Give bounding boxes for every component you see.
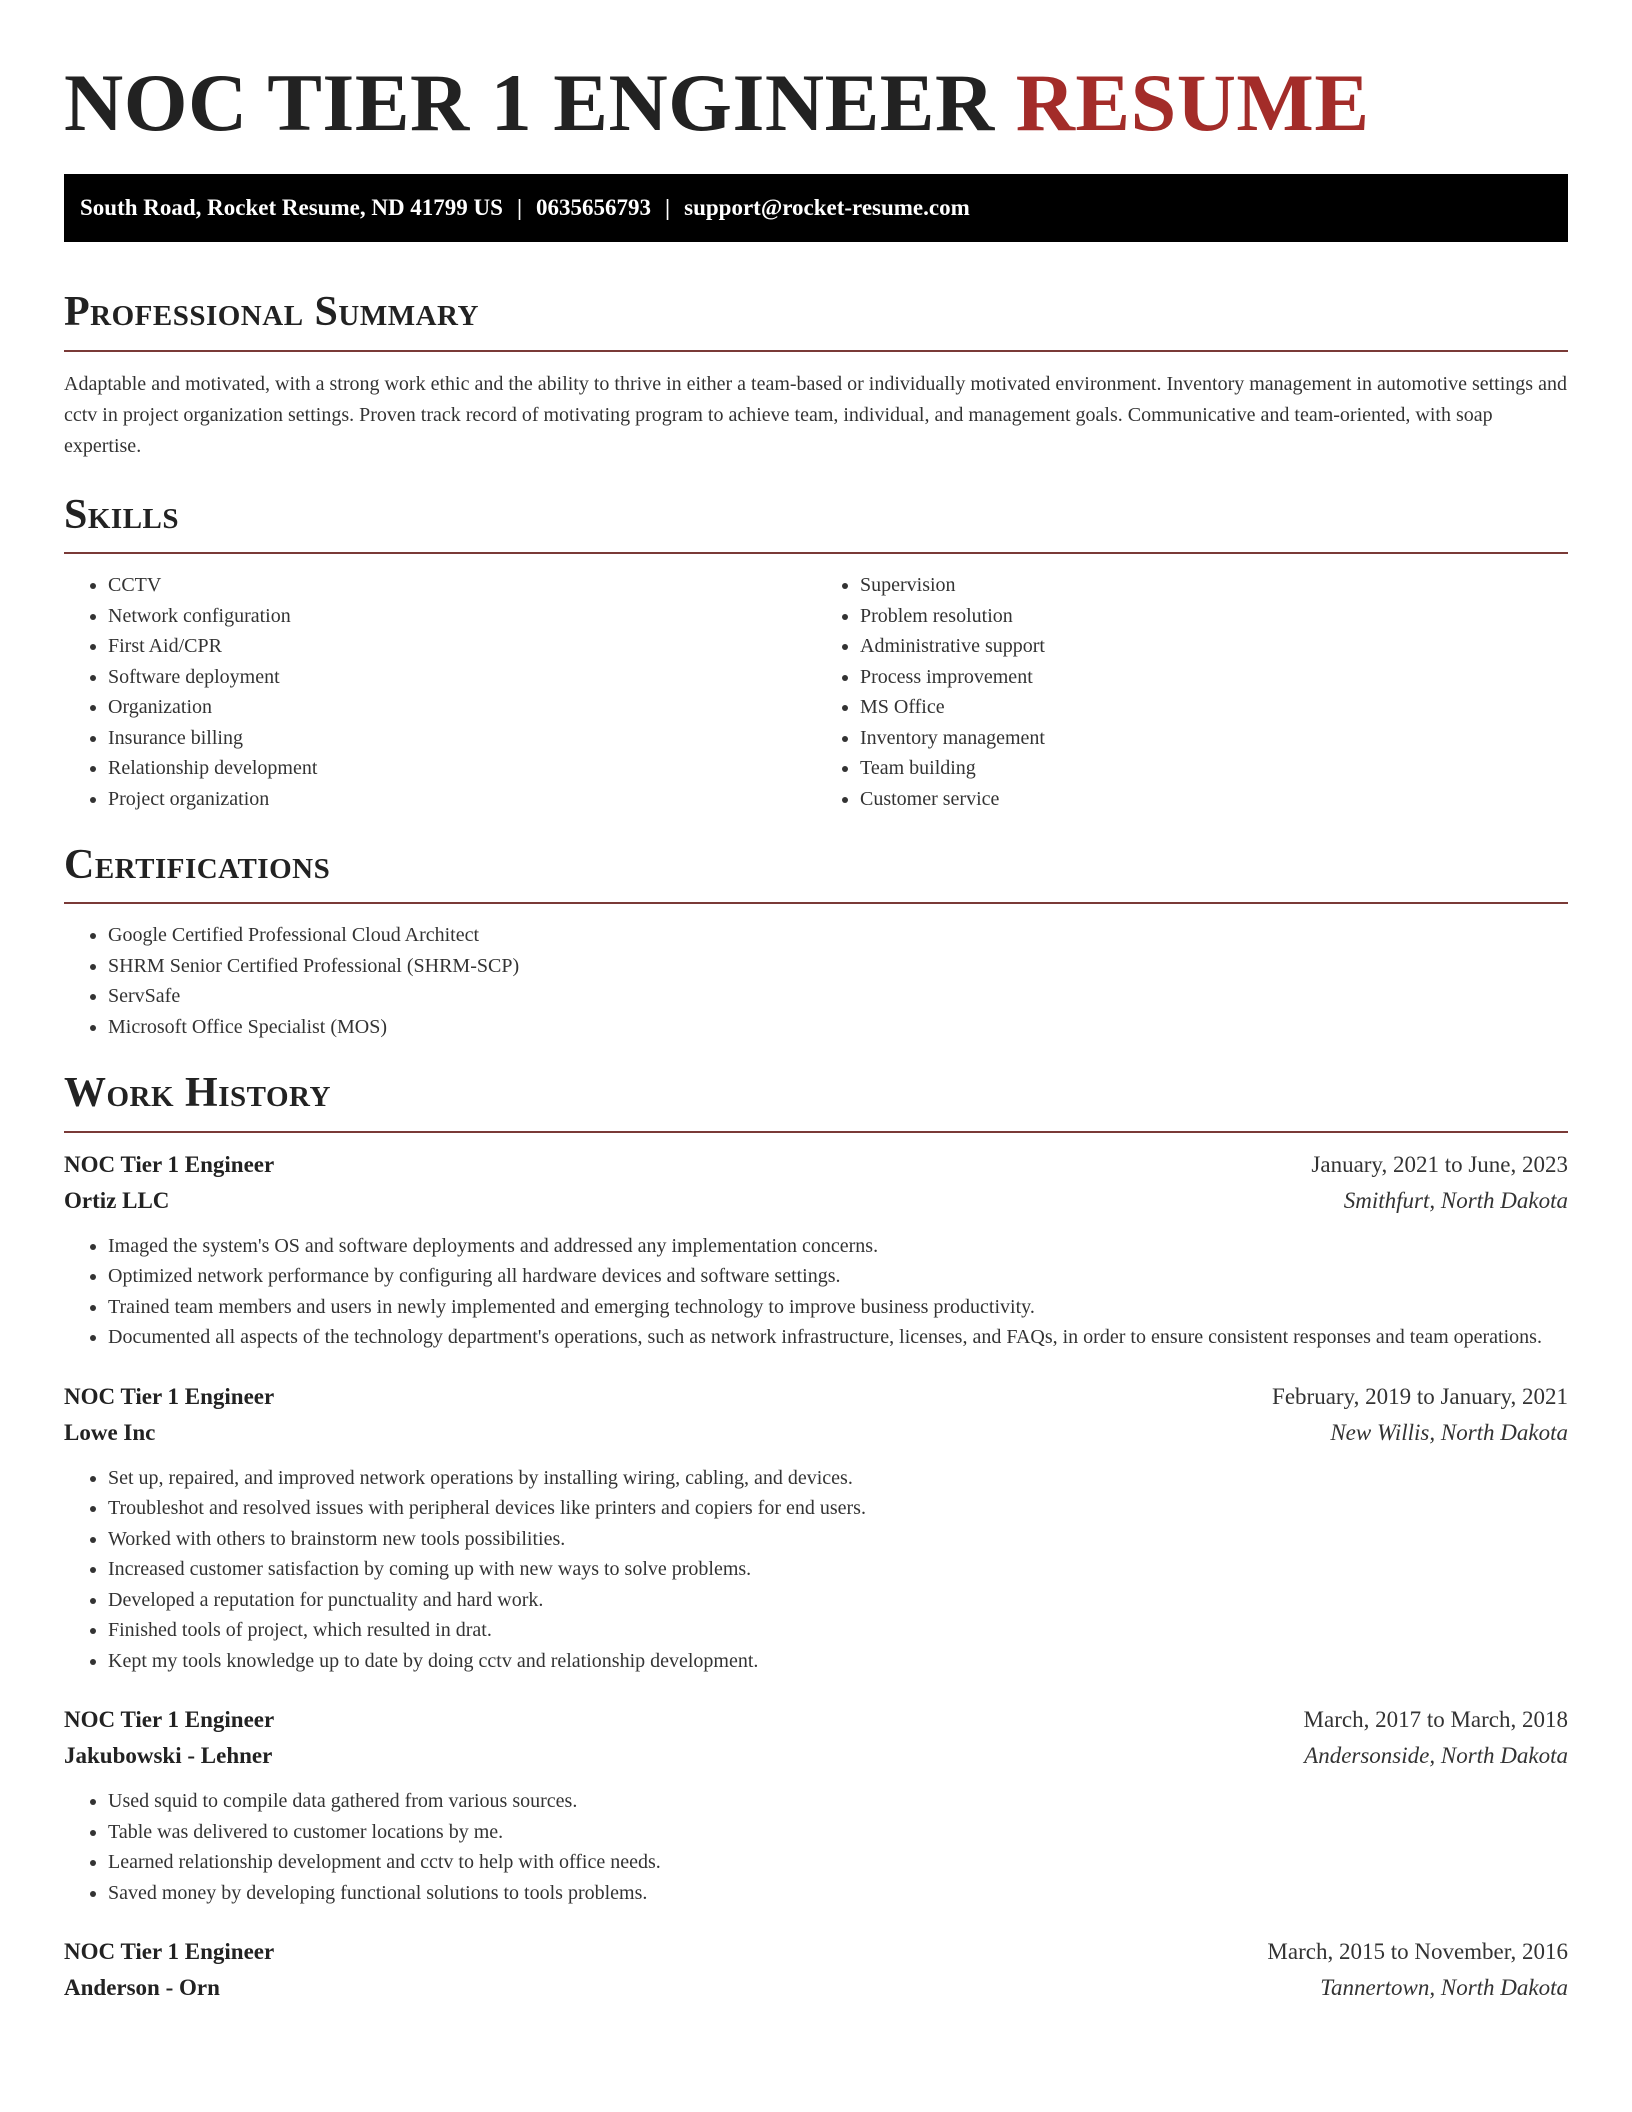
job-entry bbox=[64, 1379, 1568, 1677]
job-location: Tannertown, North Dakota bbox=[1320, 1975, 1568, 2001]
job-dates: March, 2015 to November, 2016 bbox=[1267, 1939, 1568, 1965]
skill-item: • CCTV bbox=[108, 570, 816, 601]
skills-list-left bbox=[64, 570, 816, 814]
contact-address: South Road, Rocket Resume, ND 41799 US bbox=[80, 195, 503, 221]
skill-item: • Process improvement bbox=[860, 662, 1568, 693]
resume-title bbox=[64, 56, 1568, 150]
summary-heading: Professional Summary bbox=[64, 289, 479, 336]
job-company: Ortiz LLC bbox=[64, 1187, 170, 1213]
job-location: Smithfurt, North Dakota bbox=[1343, 1187, 1568, 1213]
work-history-heading: Work History bbox=[64, 1070, 331, 1117]
job-title: NOC Tier 1 Engineer bbox=[64, 1151, 275, 1177]
section-divider bbox=[64, 552, 1568, 554]
job-header-row bbox=[64, 1934, 1568, 1970]
contact-phone: 0635656793 bbox=[536, 195, 652, 221]
job-location: Andersonside, North Dakota bbox=[1304, 1743, 1568, 1769]
job-bullet: • Increased customer satisfaction by coming up with new ways to solve problems. bbox=[108, 1554, 1568, 1585]
job-bullet: • Trained team members and users in newly implemented and emerging technology to improve business productivity. bbox=[108, 1292, 1568, 1323]
job-dates: March, 2017 to March, 2018 bbox=[1303, 1707, 1568, 1733]
job-bullet: • Set up, repaired, and improved network operations by installing wiring, cabling, and devices. bbox=[108, 1463, 1568, 1494]
job-company-row bbox=[64, 1183, 1568, 1219]
skill-item: • Organization bbox=[108, 692, 816, 723]
skill-item: • Problem resolution bbox=[860, 601, 1568, 632]
job-title: NOC Tier 1 Engineer bbox=[64, 1939, 275, 1965]
job-entry bbox=[64, 1934, 1568, 2006]
job-bullet: • Finished tools of project, which resulted in drat. bbox=[108, 1615, 1568, 1646]
certifications-section bbox=[64, 840, 1568, 1042]
job-header-row bbox=[64, 1702, 1568, 1738]
resume-title-main: NOC TIER 1 ENGINEER bbox=[64, 57, 995, 148]
contact-separator: | bbox=[665, 195, 671, 221]
certification-item: • SHRM Senior Certified Professional (SHRM-SCP) bbox=[108, 951, 1568, 982]
job-company-row bbox=[64, 1738, 1568, 1774]
skills-columns bbox=[64, 570, 1568, 814]
skills-section bbox=[64, 490, 1568, 814]
skill-item: • Supervision bbox=[860, 570, 1568, 601]
skill-item: • Software deployment bbox=[108, 662, 816, 693]
skill-item: • First Aid/CPR bbox=[108, 631, 816, 662]
skill-item: • Network configuration bbox=[108, 601, 816, 632]
job-bullet: • Used squid to compile data gathered from various sources. bbox=[108, 1786, 1568, 1817]
job-bullet: • Documented all aspects of the technology department's operations, such as network infrastructure, licenses, and FAQs, in order to ensure consistent responses and team operations. bbox=[108, 1322, 1568, 1353]
job-bullet-list bbox=[64, 1231, 1568, 1353]
job-entry bbox=[64, 1702, 1568, 1908]
job-company-row bbox=[64, 1415, 1568, 1451]
skill-item: • Project organization bbox=[108, 784, 816, 815]
certification-item: • Google Certified Professional Cloud Architect bbox=[108, 920, 1568, 951]
skill-item: • Insurance billing bbox=[108, 723, 816, 754]
resume-title-accent: RESUME bbox=[1015, 57, 1370, 148]
skills-list-right bbox=[816, 570, 1568, 814]
certification-item: • ServSafe bbox=[108, 981, 1568, 1012]
job-bullet-list bbox=[64, 1463, 1568, 1677]
job-header-row bbox=[64, 1379, 1568, 1415]
section-divider bbox=[64, 350, 1568, 352]
job-bullet: • Optimized network performance by configuring all hardware devices and software settings. bbox=[108, 1261, 1568, 1292]
job-title: NOC Tier 1 Engineer bbox=[64, 1383, 275, 1409]
skill-item: • Inventory management bbox=[860, 723, 1568, 754]
job-dates: February, 2019 to January, 2021 bbox=[1272, 1383, 1568, 1409]
job-location: New Willis, North Dakota bbox=[1330, 1419, 1568, 1445]
job-header-row bbox=[64, 1147, 1568, 1183]
contact-email: support@rocket-resume.com bbox=[684, 195, 970, 221]
skill-item: • Administrative support bbox=[860, 631, 1568, 662]
skill-item: • MS Office bbox=[860, 692, 1568, 723]
job-company: Anderson - Orn bbox=[64, 1975, 220, 2001]
job-company: Lowe Inc bbox=[64, 1419, 156, 1445]
summary-text: Adaptable and motivated, with a strong work ethic and the ability to thrive in either a team-based or individually motivated environment. Inventory management in automotive settings and cctv in project organization settings. Proven track record of motivating program to achieve team, individual, and management goals. Communicative and team-oriented, with soap expertise. bbox=[64, 372, 1567, 457]
resume-page bbox=[64, 0, 1568, 2006]
job-bullet: • Imaged the system's OS and software deployments and addressed any implementation concerns. bbox=[108, 1231, 1568, 1262]
contact-separator: | bbox=[516, 195, 523, 221]
job-company-row bbox=[64, 1970, 1568, 2006]
certifications-heading: Certifications bbox=[64, 842, 331, 889]
skill-item: • Customer service bbox=[860, 784, 1568, 815]
job-bullet-list bbox=[64, 1786, 1568, 1908]
job-title: NOC Tier 1 Engineer bbox=[64, 1707, 275, 1733]
job-bullet: • Developed a reputation for punctuality and hard work. bbox=[108, 1585, 1568, 1616]
skills-heading: Skills bbox=[64, 491, 180, 538]
contact-bar bbox=[64, 174, 1568, 242]
skill-item: • Team building bbox=[860, 753, 1568, 784]
section-divider bbox=[64, 1131, 1568, 1133]
job-bullet: • Worked with others to brainstorm new tools possibilities. bbox=[108, 1524, 1568, 1555]
job-bullet: • Troubleshot and resolved issues with peripheral devices like printers and copiers for end users. bbox=[108, 1493, 1568, 1524]
job-entry bbox=[64, 1147, 1568, 1353]
skill-item: • Relationship development bbox=[108, 753, 816, 784]
job-bullet: • Saved money by developing functional solutions to tools problems. bbox=[108, 1878, 1568, 1909]
section-divider bbox=[64, 902, 1568, 904]
job-bullet: • Table was delivered to customer locations by me. bbox=[108, 1817, 1568, 1848]
job-company: Jakubowski - Lehner bbox=[64, 1743, 273, 1769]
job-list bbox=[64, 1147, 1568, 2007]
certification-item: • Microsoft Office Specialist (MOS) bbox=[108, 1012, 1568, 1043]
certifications-list bbox=[64, 920, 1568, 1042]
job-dates: January, 2021 to June, 2023 bbox=[1311, 1151, 1568, 1177]
work-history-section bbox=[64, 1068, 1568, 2006]
job-bullet: • Kept my tools knowledge up to date by doing cctv and relationship development. bbox=[108, 1646, 1568, 1677]
summary-section bbox=[64, 287, 1568, 461]
job-bullet: • Learned relationship development and cctv to help with office needs. bbox=[108, 1847, 1568, 1878]
